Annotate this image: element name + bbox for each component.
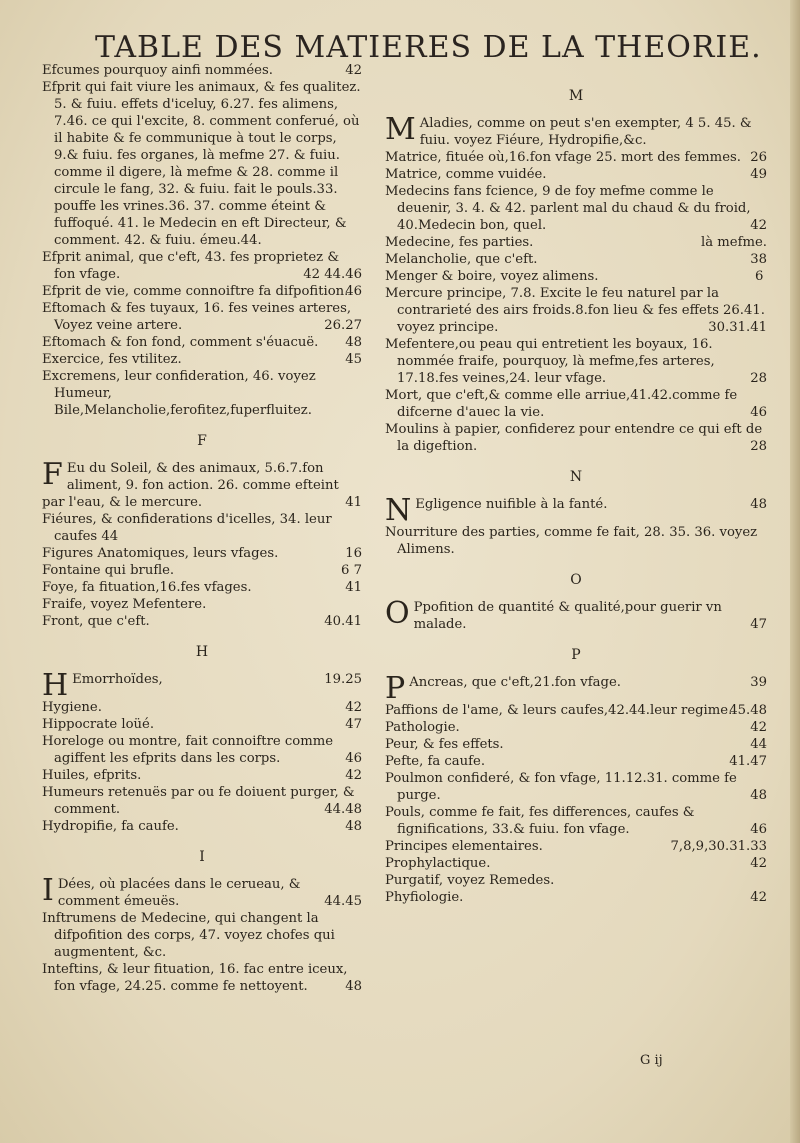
entry-page: 41	[345, 580, 362, 595]
index-entry	[385, 872, 767, 889]
index-entry	[385, 702, 767, 719]
index-entry	[42, 613, 362, 630]
entry-text: Horeloge ou montre, fait connoiftre comme agiffent les efprits dans les corps.	[42, 734, 334, 766]
index-entry	[42, 511, 362, 545]
entry-text: Poulmon confideré, & fon vfage, 11.12.31. comme fe purge.	[385, 771, 737, 803]
entry-page: 26.27	[324, 318, 362, 333]
index-entry	[42, 733, 362, 767]
entry-page: 46	[750, 405, 767, 420]
index-entry	[42, 699, 362, 716]
entry-text: Nourriture des parties, comme fe fait, 28. 35. 36. voyez Alimens.	[385, 525, 758, 557]
entry-page: 38	[750, 252, 767, 267]
dropcap-o: O	[385, 596, 410, 631]
section-letter-f: F	[197, 433, 207, 449]
entry-text: Efprit qui fait viure les animaux, & fes qualitez. 5. & fuiu. effets d'iceluy, 6.27. fes alimens, 7.46. ce qui l'excite, 8. comment conferué, où il habite & fe communique à tout le corps, 9.& fuiu. fes organes, là mefme 27. & fuiu. comme il digere, là mefme & 28. comme il circule le fang, 32. & fuiu. fait le pouls.33. pouffe les vrines.36. 37. comme éteint & fuffoqué. 41. le Medecin en eft Directeur, & comment. 42. & fuiu. émeu.44.	[42, 80, 361, 248]
entry-text: Mefentere,ou peau qui entretient les boyaux, 16. nommée fraife, pourquoy, là mefme,fes arteres, 17.18.fes veines,24. leur vfage.	[385, 337, 715, 386]
entry-text: Ancreas, que c'eft,21.fon vfage.	[409, 675, 621, 690]
entry-text: Ppofition de quantité & qualité,pour guerir vn malade.	[413, 600, 722, 632]
section-letter-m: M	[568, 88, 584, 104]
entry-text: Inteftins, & leur fituation, 16. fac entre iceux, fon vfage, 24.25. comme fe nettoyent.	[42, 962, 348, 994]
entry-text: Aladies, comme on peut s'en exempter, 4 5. 45. & fuiu. voyez Fiéure, Hydropifie,&c.	[419, 116, 752, 148]
entries-m	[385, 149, 767, 455]
index-entry	[42, 716, 362, 733]
index-entry	[385, 387, 767, 421]
entry-page: 42	[750, 720, 767, 735]
entry-page: 40.41	[324, 614, 362, 629]
index-entry	[42, 368, 362, 419]
index-entry	[385, 770, 767, 804]
page-edge	[790, 0, 800, 1143]
entry-text: Medecine, fes parties.	[385, 235, 534, 250]
index-entry	[42, 767, 362, 784]
entry-text: Exercice, fes vtilitez.	[42, 352, 182, 367]
entry-text: Foye, fa fituation,16.fes vfages.	[42, 580, 252, 595]
index-entry	[42, 818, 362, 835]
entry-page: 19.25	[324, 672, 362, 687]
entry-page: 41.47	[729, 754, 767, 769]
index-entry	[42, 300, 362, 334]
entry-text: Fraife, voyez Mefentere.	[42, 597, 207, 612]
entry-text: Medecins fans fcience, 9 de foy mefme comme le deuenir, 3. 4. & 42. parlent mal du chaud & du froid, 40.Medecin bon, quel.	[385, 184, 751, 233]
index-entry	[385, 149, 767, 166]
index-entry	[42, 784, 362, 818]
dropcap-f: F	[42, 457, 63, 492]
first-entry-i	[42, 873, 362, 910]
dropcap-m: M	[385, 112, 416, 147]
entry-page: 41	[345, 495, 362, 510]
entry-page: 16	[345, 546, 362, 561]
entry-text: Figures Anatomiques, leurs vfages.	[42, 546, 279, 561]
entry-text: Fiéures, & confiderations d'icelles, 34. leur caufes 44	[42, 512, 332, 544]
entry-text: Pefte, fa caufe.	[385, 754, 486, 769]
entry-text: Peur, & fes effets.	[385, 737, 504, 752]
index-entry	[42, 596, 362, 613]
entry-page: 28	[750, 371, 767, 386]
entry-page: 48	[345, 979, 362, 994]
entry-page: 48	[345, 819, 362, 834]
entries-n	[385, 524, 767, 558]
index-entry	[42, 351, 362, 368]
entry-text: Humeurs retenuës par ou fe doiuent purger, & comment.	[42, 785, 355, 817]
index-entry	[42, 249, 362, 283]
index-entry	[385, 855, 767, 872]
entry-page: 46	[345, 284, 362, 299]
index-entry	[42, 62, 362, 79]
index-entry	[385, 838, 767, 855]
index-entry	[385, 736, 767, 753]
page-title: TABLE DES MATIERES DE LA THEORIE.	[95, 30, 762, 65]
entries-e	[42, 62, 362, 419]
entry-page: 28	[750, 439, 767, 454]
left-column	[42, 62, 362, 995]
entry-text: Efprit de vie, comme connoiftre fa difpofition.	[42, 284, 349, 299]
entry-page: 39	[750, 675, 767, 690]
first-entry-p	[385, 671, 767, 706]
entry-page: 47	[345, 717, 362, 732]
dropcap-p: P	[385, 671, 406, 706]
entry-text: Pathologie.	[385, 720, 460, 735]
entry-text: Hippocrate loüé.	[42, 717, 155, 732]
index-entry	[42, 910, 362, 961]
entry-page: 48	[750, 788, 767, 803]
entry-text: Inftrumens de Medecine, qui changent la difpofition des corps, 47. voyez chofes qui augmentent, &c.	[42, 911, 335, 960]
index-entry	[385, 234, 767, 251]
entry-text: Phyfiologie.	[385, 890, 464, 905]
index-entry	[385, 251, 767, 268]
index-entry	[385, 183, 767, 234]
index-entry	[42, 283, 362, 300]
section-letter-p: P	[571, 647, 581, 663]
entry-text: Eu du Soleil, & des animaux, 5.6.7.fon aliment, 9. fon action. 26. comme efteint par l'eau, & le mercure.	[42, 461, 339, 510]
index-entry: Menger & boire, voyez alimens. 6	[385, 269, 764, 284]
entry-text: Moulins à papier, confiderez pour entendre ce qui eft de la digeftion.	[385, 422, 763, 454]
first-entry-n	[385, 493, 767, 528]
signature-mark: G ij	[640, 1053, 663, 1068]
entry-text: Front, que c'eft.	[42, 614, 150, 629]
entry-text: Mort, que c'eft,& comme elle arriue,41.42.comme fe difcerne d'auec la vie.	[385, 388, 738, 420]
entry-text: Egligence nuifible à la fanté.	[415, 497, 608, 512]
index-entry	[385, 524, 767, 558]
entry-page: 46	[345, 751, 362, 766]
entry-text: Matrice, fituée où,16.fon vfage 25. mort des femmes.	[385, 150, 741, 165]
section-letter-h: H	[195, 644, 209, 660]
section-letter-i: I	[199, 849, 205, 865]
entry-text: Efcumes pourquoy ainfi nommées.	[42, 63, 273, 78]
section-letter-n: N	[569, 469, 583, 485]
first-entry-m	[385, 112, 767, 149]
entries-i	[42, 910, 362, 995]
entry-text: Fontaine qui brufle.	[42, 563, 175, 578]
entry-text: Mercure principe, 7.8. Excite le feu naturel par la contrarieté des airs froids.8.fon lieu & fes effets 26.41. voyez principe.	[385, 286, 765, 335]
dropcap-h: H	[42, 668, 69, 703]
entry-page: 44.48	[324, 802, 362, 817]
entry-text: Purgatif, voyez Remedes.	[385, 873, 555, 888]
entry-text: Melancholie, que c'eft.	[385, 252, 538, 267]
right-column	[385, 62, 767, 906]
entry-page: 42	[750, 218, 767, 233]
entry-page: 30.31.41	[708, 320, 767, 335]
entries-h	[42, 699, 362, 835]
entry-page: 48	[750, 497, 767, 512]
index-entry	[42, 545, 362, 562]
first-entry-o	[385, 596, 767, 633]
index-entry	[385, 889, 767, 906]
entries-f	[42, 511, 362, 630]
index-entry	[42, 579, 362, 596]
index-entry	[385, 804, 767, 838]
dropcap-i: I	[42, 873, 54, 908]
entry-page: 44.45	[324, 894, 362, 909]
entry-text: Pouls, comme fe fait, fes differences, caufes & fignifications, 33.& fuiu. fon vfage.	[385, 805, 695, 837]
index-entry	[42, 334, 362, 351]
entry-text: Paffions de l'ame, & leurs caufes,42.44.leur regime.	[385, 703, 733, 718]
entry-page: 45.48	[729, 703, 767, 718]
entry-text: Hygiene.	[42, 700, 102, 715]
entry-page: 48	[345, 335, 362, 350]
index-entry	[42, 79, 362, 249]
entry-page: 44	[750, 737, 767, 752]
index-entry	[385, 719, 767, 736]
index-entry	[385, 336, 767, 387]
entries-p	[385, 702, 767, 906]
entry-page: 42	[345, 63, 362, 78]
entry-page: là mefme.	[701, 235, 767, 250]
dropcap-n: N	[385, 493, 412, 528]
entry-text: Principes elementaires.	[385, 839, 543, 854]
section-letter-o: O	[570, 572, 582, 588]
entry-text: Emorrhoïdes,	[72, 672, 163, 687]
entry-text: Menger & boire, voyez alimens.	[385, 269, 599, 284]
entry-page: 46	[750, 822, 767, 837]
index-entry	[385, 166, 767, 183]
entry-text: Eftomach & fon fond, comment s'éuacuë.	[42, 335, 319, 350]
index-entry	[385, 753, 767, 770]
entry-page: 42	[345, 768, 362, 783]
entry-text: Prophylactique.	[385, 856, 491, 871]
entry-page: 49	[750, 167, 767, 182]
first-entry-f	[42, 457, 362, 511]
index-entry	[42, 961, 362, 995]
entry-text: Efprit animal, que c'eft, 43. fes proprietez & fon vfage.	[42, 250, 340, 282]
entry-page: 42	[750, 856, 767, 871]
entry-page: 42 44.46	[303, 267, 362, 282]
entry-page: 7,8,9,30.31.33	[670, 839, 767, 854]
entry-text: Huiles, efprits.	[42, 768, 142, 783]
entry-page: 6 7	[341, 563, 362, 578]
entry-text: Matrice, comme vuidée.	[385, 167, 547, 182]
index-entry	[42, 562, 362, 579]
first-entry-h	[42, 668, 362, 703]
index-entry	[385, 421, 767, 455]
index-entry	[385, 285, 767, 336]
entry-page: 42	[750, 890, 767, 905]
entry-page: 26	[750, 150, 767, 165]
entry-page: 42	[345, 700, 362, 715]
entry-text: Dées, où placées dans le cerueau, & comment émeuës.	[57, 877, 301, 909]
entry-page: 45	[345, 352, 362, 367]
entry-text: Excremens, leur confideration, 46. voyez Humeur, Bile,Melancholie,ferofitez,fuperfluitez.	[42, 369, 316, 418]
entry-text: Eftomach & fes tuyaux, 16. fes veines arteres, Voyez veine artere.	[42, 301, 352, 333]
entry-page: 47	[750, 617, 767, 632]
entry-text: Hydropifie, fa caufe.	[42, 819, 179, 834]
